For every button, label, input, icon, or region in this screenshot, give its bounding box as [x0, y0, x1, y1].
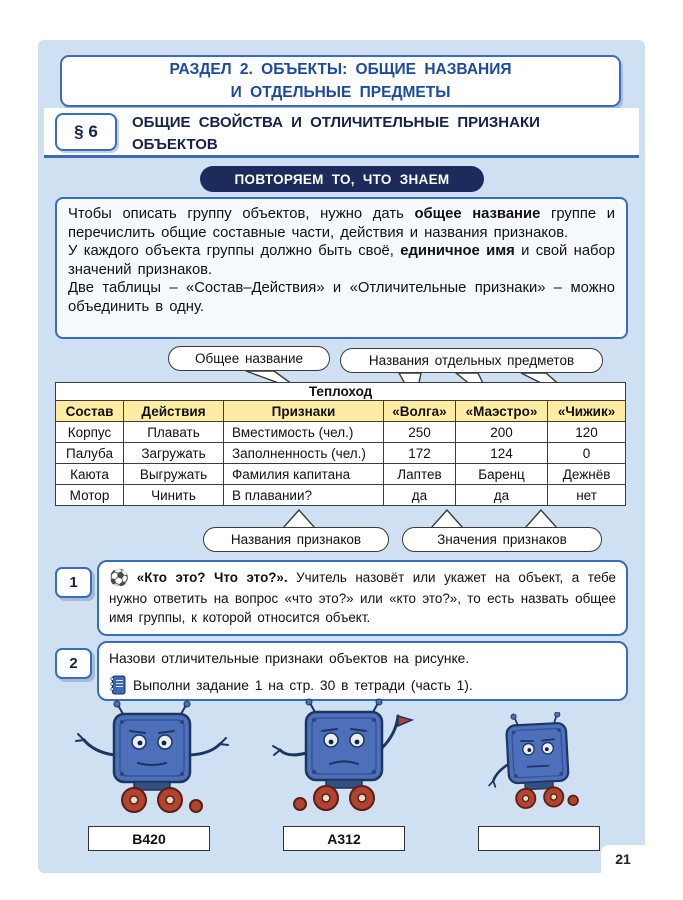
- cell-value-volga: Лаптев: [384, 464, 456, 485]
- table-row: [56, 464, 626, 485]
- col-header-actions: Действия: [124, 401, 224, 422]
- cell-value-maestro: Баренц: [456, 464, 548, 485]
- rule-paragraph-1: [68, 205, 615, 242]
- rule-p2-post: и свой набор значений признаков.: [68, 243, 615, 278]
- task-1-text: Учитель назовёт или укажет на объект, а тебе нужно ответить на вопрос «что это?» или «кто это?», то есть назвать общее имя группы, к которой относится объект.: [109, 570, 616, 626]
- col-header-chizhik: «Чижик»: [548, 401, 626, 422]
- robot-illustration-2: [264, 698, 424, 818]
- task-1-lead: «Кто это? Что это?».: [136, 570, 288, 585]
- table-row: [56, 485, 626, 506]
- combined-objects-table: [55, 382, 626, 506]
- section-banner: [60, 55, 621, 107]
- rule-p1-bold: общее название: [414, 206, 541, 222]
- task-2-box: [97, 641, 628, 701]
- task-1-box: [97, 560, 628, 636]
- table-row: [56, 422, 626, 443]
- cell-part: Каюта: [56, 464, 124, 485]
- section-banner-line1: РАЗДЕЛ 2. ОБЪЕКТЫ: ОБЩИЕ НАЗВАНИЯ: [169, 60, 512, 78]
- robot-name-plate-1: В420: [88, 826, 210, 851]
- table-header-row: [56, 401, 626, 422]
- table-row: [56, 443, 626, 464]
- rule-p1-pre: Чтобы описать группу объектов, нужно дать: [68, 206, 415, 222]
- cell-value-chizhik: 120: [548, 422, 626, 443]
- cell-value-maestro: да: [456, 485, 548, 506]
- cell-value-volga: 172: [384, 443, 456, 464]
- callout-attribute-values: Значения признаков: [402, 527, 602, 552]
- col-header-parts: Состав: [56, 401, 124, 422]
- cell-attribute: Заполненность (чел.): [224, 443, 384, 464]
- cell-part: Корпус: [56, 422, 124, 443]
- col-header-volga: «Волга»: [384, 401, 456, 422]
- callout-attribute-names: Названия признаков: [203, 527, 389, 552]
- cell-action: Плавать: [124, 422, 224, 443]
- robot-name-plate-2: А312: [283, 826, 405, 851]
- cell-value-volga: 250: [384, 422, 456, 443]
- robot-illustration-1: [72, 700, 232, 820]
- cell-value-volga: да: [384, 485, 456, 506]
- task-2-text: Назови отличительные признаки объектов на рисунке.: [109, 651, 470, 666]
- paragraph-title: ОБЩИЕ СВОЙСТВА И ОТЛИЧИТЕЛЬНЫЕ ПРИЗНАКИ ОБЪЕКТОВ: [132, 114, 540, 153]
- task-2-number: 2: [55, 648, 92, 679]
- cell-value-chizhik: нет: [548, 485, 626, 506]
- cell-part: Палуба: [56, 443, 124, 464]
- repeat-banner: ПОВТОРЯЕМ ТО, ЧТО ЗНАЕМ: [200, 166, 484, 192]
- cell-value-maestro: 124: [456, 443, 548, 464]
- callout-common-name: Общее название: [168, 346, 330, 371]
- rule-paragraph-3: Две таблицы – «Состав–Действия» и «Отличительные признаки» – можно объединить в одну.: [68, 280, 615, 315]
- col-header-maestro: «Маэстро»: [456, 401, 548, 422]
- cell-action: Выгружать: [124, 464, 224, 485]
- task-2-note-row: [109, 675, 616, 695]
- table-common-name-cell: Теплоход: [56, 383, 626, 401]
- rule-p1-post: группе и перечислить общие составные части, действия и названия признаков.: [68, 206, 615, 241]
- rule-p2-bold: единичное имя: [400, 243, 515, 260]
- page-number: 21: [601, 845, 645, 873]
- cell-action: Загружать: [124, 443, 224, 464]
- robot-name-plate-3: [478, 826, 600, 851]
- robot-illustration-3: [468, 712, 608, 817]
- paragraph-number-box: § 6: [55, 113, 117, 151]
- rule-paragraph-2: [68, 242, 615, 279]
- cell-action: Чинить: [124, 485, 224, 506]
- rule-box: [55, 197, 628, 339]
- table-title-row: [56, 383, 626, 401]
- cell-attribute: Фамилия капитана: [224, 464, 384, 485]
- cell-value-chizhik: 0: [548, 443, 626, 464]
- cell-attribute: Вместимость (чел.): [224, 422, 384, 443]
- cell-value-chizhik: Дежнёв: [548, 464, 626, 485]
- callout-individual-names: Названия отдельных предметов: [340, 348, 603, 373]
- task-1-number: 1: [55, 567, 92, 598]
- cell-value-maestro: 200: [456, 422, 548, 443]
- task-2-note: Выполни задание 1 на стр. 30 в тетради (часть 1).: [133, 677, 473, 693]
- section-banner-line2: И ОТДЕЛЬНЫЕ ПРЕДМЕТЫ: [230, 84, 451, 101]
- cell-attribute: В плавании?: [224, 485, 384, 506]
- col-header-attributes: Признаки: [224, 401, 384, 422]
- soccer-ball-icon: ⚽: [109, 570, 132, 587]
- notebook-icon: [109, 675, 126, 695]
- cell-part: Мотор: [56, 485, 124, 506]
- rule-p2-pre: У каждого объекта группы должно быть своё,: [68, 243, 401, 260]
